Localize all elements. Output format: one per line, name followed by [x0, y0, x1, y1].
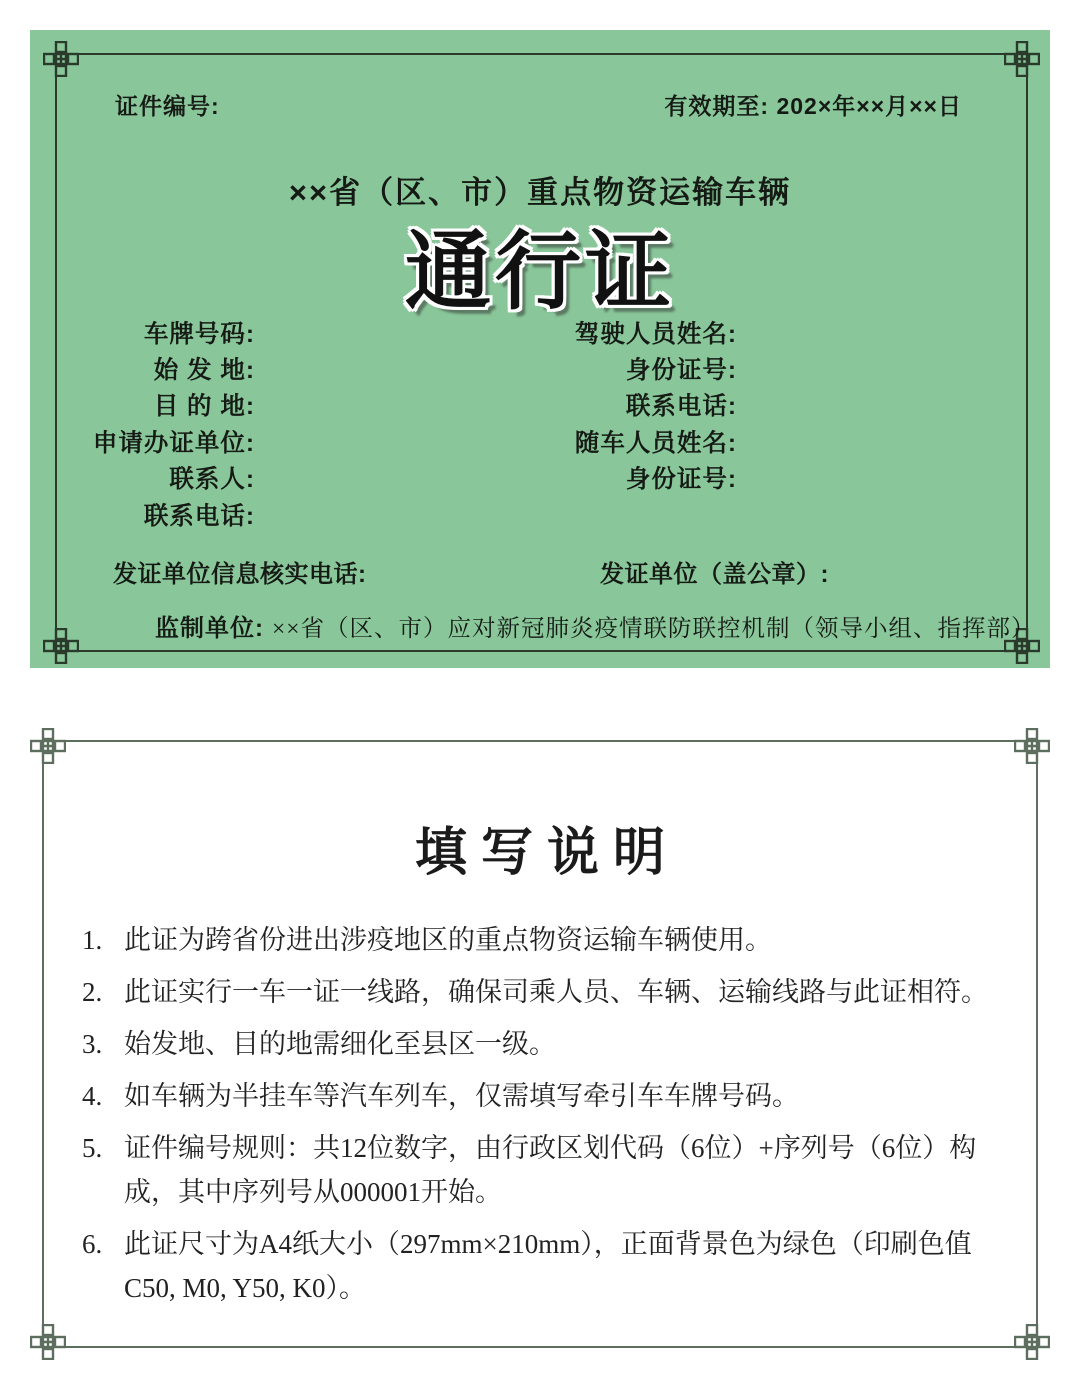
field-label-plate-number: 车牌号码:: [143, 320, 255, 348]
instruction-text: 始发地、目的地需细化至县区一级。: [124, 1029, 556, 1059]
issuer-seal-label: 发证单位（盖公章）:: [600, 561, 829, 588]
instruction-text: 此证尺寸为A4纸大小（297mm×210mm），正面背景色为绿色（印刷色值C50, M0, Y50, K0）。: [124, 1229, 972, 1303]
permit-title: 通行证: [405, 224, 675, 320]
field-label-origin: 始 发 地:: [153, 357, 255, 385]
permit-card: [30, 30, 1050, 668]
instruction-item: [82, 1022, 1006, 1066]
instruction-item: [82, 1222, 1006, 1310]
instruction-text: 证件编号规则：共12位数字，由行政区划代码（6位）+序列号（6位）构成，其中序列号从000001开始。: [124, 1133, 977, 1207]
corner-knot-icon: [43, 41, 79, 77]
instruction-number: 6.: [82, 1229, 103, 1259]
instruction-item: [82, 1126, 1006, 1214]
instruction-number: 1.: [82, 925, 103, 955]
corner-knot-icon: [1004, 41, 1040, 77]
verify-phone-label: 发证单位信息核实电话:: [113, 561, 367, 588]
permit-header-row: [115, 88, 962, 121]
field-label-contact-phone: 联系电话:: [143, 502, 255, 530]
instruction-item: [82, 918, 1006, 962]
instruction-item: [82, 1074, 1006, 1118]
corner-knot-icon: [30, 1324, 66, 1360]
field-label-driver-name: 驾驶人员姓名:: [574, 320, 737, 348]
instruction-number: 5.: [82, 1133, 103, 1163]
field-label-driver-id: 身份证号:: [625, 357, 737, 385]
supervisor-value: ××省（区、市）应对新冠肺炎疫情联防联控机制（领导小组、指挥部）: [272, 616, 1036, 642]
form-column-left: [55, 314, 255, 532]
supervisor-label: 监制单位:: [155, 615, 264, 642]
instruction-text: 此证实行一车一证一线路，确保司乘人员、车辆、运输线路与此证相符。: [124, 977, 988, 1007]
field-label-driver-phone: 联系电话:: [625, 393, 737, 421]
cert-no-label: 证件编号:: [115, 93, 220, 119]
corner-knot-icon: [1014, 1324, 1050, 1360]
field-label-passenger-id: 身份证号:: [625, 466, 737, 494]
corner-knot-icon: [43, 628, 79, 664]
permit-subtitle: ××省（区、市）重点物资运输车辆: [288, 175, 792, 210]
field-label-contact-person: 联系人:: [169, 466, 255, 494]
field-label-applicant-unit: 申请办证单位:: [92, 429, 255, 457]
corner-knot-icon: [1014, 728, 1050, 764]
field-label-destination: 目 的 地:: [153, 393, 255, 421]
instructions-list: [82, 918, 1006, 1318]
instruction-number: 3.: [82, 1029, 103, 1059]
instructions-card: [42, 740, 1038, 1348]
instruction-text: 此证为跨省份进出涉疫地区的重点物资运输车辆使用。: [124, 925, 772, 955]
form-column-right: [515, 314, 737, 496]
field-label-passenger-name: 随车人员姓名:: [574, 429, 737, 457]
instruction-number: 4.: [82, 1081, 103, 1111]
instruction-text: 如车辆为半挂车等汽车列车，仅需填写牵引车车牌号码。: [124, 1081, 799, 1111]
instructions-title: 填写说明: [414, 825, 679, 882]
supervisor-row: [155, 608, 1036, 643]
instruction-item: [82, 970, 1006, 1014]
validity-label: 有效期至: 202×年××月××日: [664, 93, 962, 119]
instruction-number: 2.: [82, 977, 103, 1007]
corner-knot-icon: [30, 728, 66, 764]
